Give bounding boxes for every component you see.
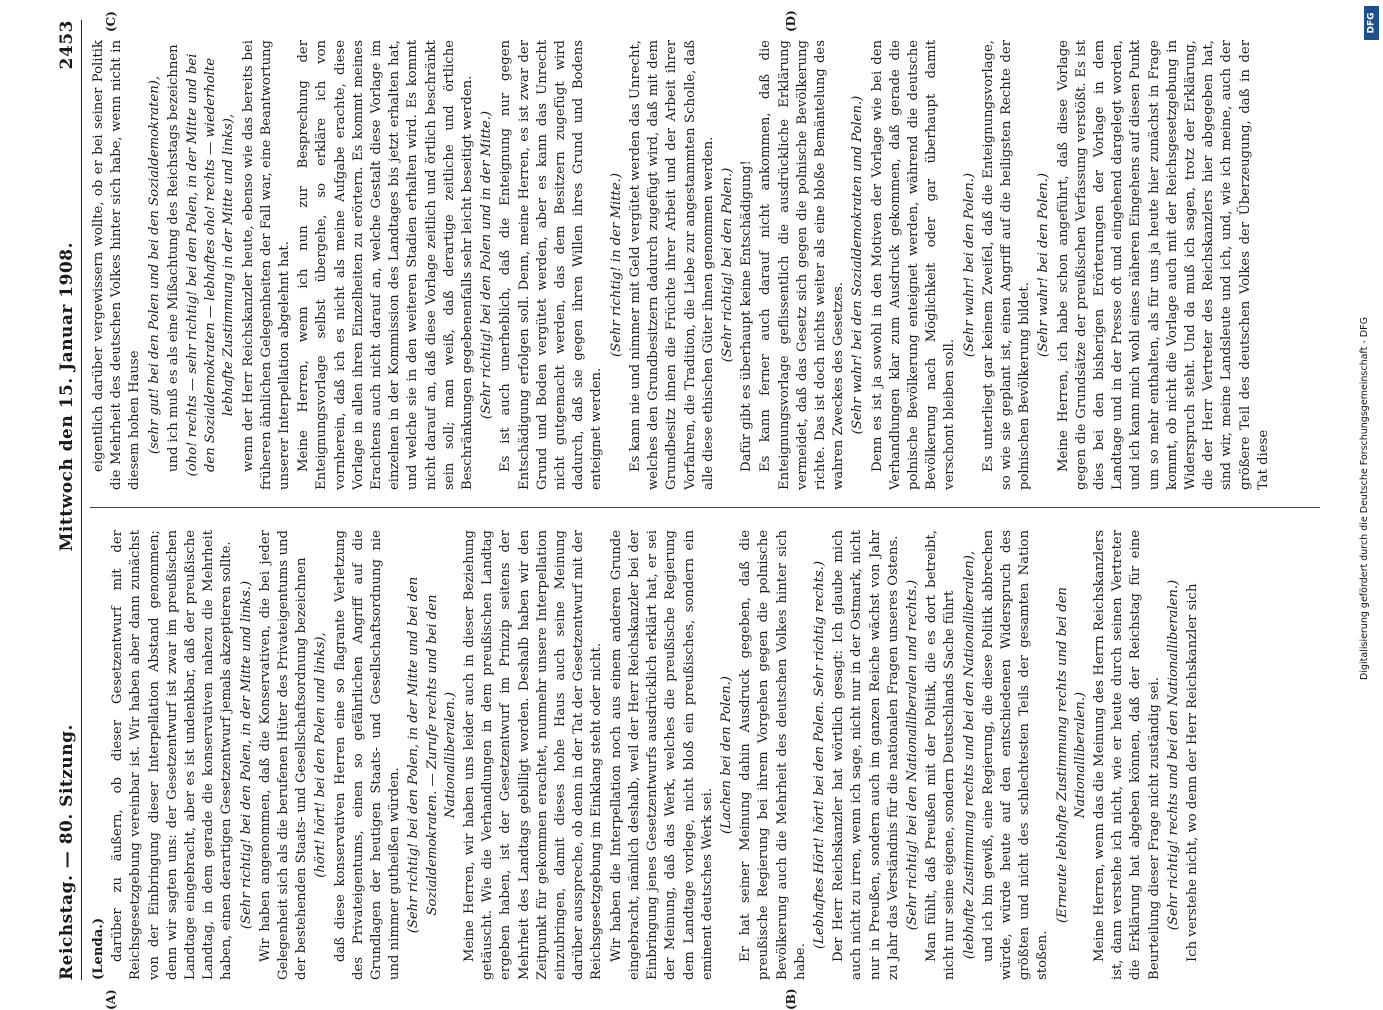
- interjection: (Sehr richtig! bei den Nationalliberalen und rechts.): [904, 530, 922, 980]
- right-column: [90, 40, 1330, 490]
- interjection: (Sehr wahr! bei den Polen.): [961, 40, 979, 490]
- paragraph: und ich bin gewiß, eine Regierung, die diese Politik abbrechen würde, würde heute auf den entschiedenen Widerspruch des größten und nicht des schlechtesten Teils der gesamten Nation stoßen.: [980, 530, 1053, 980]
- margin-marker-d: (D): [784, 10, 798, 32]
- interjection: (oho! rechts — sehr richtig! bei den Polen, in der Mitte und bei den Sozialdemokraten — lebhaftes oho! rechts — wiederholte lebhafte Zustimmung in der Mitte und links),: [184, 40, 239, 490]
- paragraph: Man fühlt, daß Preußen mit der Politik, die es dort betreibt, nicht nur seine eigene, sondern Deutschlands Sache führt: [923, 530, 959, 980]
- margin-marker-a: (A): [104, 989, 118, 1010]
- digitization-note: Digitalisierung gefördert durch die Deutsche Forschungsgemeinschaft - DFG: [1357, 18, 1371, 978]
- interjection: (lebhafte Zustimmung rechts und bei den Nationalliberalen),: [961, 530, 979, 980]
- paragraph: darüber zu äußern, ob dieser Gesetzentwurf mit der Reichsgesetzgebung vereinbar ist. Wir haben aber dann zunächst von der Einbringung dieser Interpellation Abstand genommen; denn wir sagten uns: der Gesetzentwurf ist zwar im preußischen Landtage eingebracht, aber es ist undenkbar, daß der preußische Landtag, in dem gerade die konservativen nahezu die Mehrheit haben, einen derartigen Gesetzentwurf jemals akzeptieren sollte.: [109, 530, 236, 980]
- paragraph: Meine Herren, wir haben uns leider auch in dieser Beziehung getäuscht. Wie die Verhandlungen in dem preußischen Landtag ergeben haben, ist der Gesetzentwurf im Prinzip seitens der Mehrheit des Landtags gebilligt worden. Deshalb haben wir den Zeitpunkt für gekommen erachtet, nunmehr unsere Interpellation einzubringen, damit dieses hohe Haus auch seine Meinung darüber ausspreche, ob denn in der Tat der Gesetzentwurf mit der Reichsgesetzgebung im Einklang steht oder nicht.: [461, 530, 607, 980]
- header-date: Mittwoch den 15. Januar 1908.: [57, 69, 77, 724]
- interjection: (Sehr richtig! bei den Polen und in der Mitte.): [478, 40, 496, 490]
- interjection: (Sehr richtig! bei den Polen.): [719, 40, 737, 490]
- interjection: (hört! hört! bei den Polen und links),: [312, 530, 330, 980]
- page-number: 2453: [57, 20, 77, 69]
- paragraph: Wir haben die Interpellation noch aus einem anderen Grunde eingebracht, nämlich deshalb, weil der Herr Reichskanzler bei der Einbringung jenes Gesetzentwurfs ausdrücklich erklärt hat, er sei der Meinung, daß das Werk, welches die preußische Regierung dem Landtage vorlege, nicht bloß ein preußisches, sondern ein eminent deutsches Werk sei.: [608, 530, 717, 980]
- interjection: (Sehr richtig! bei den Polen, in der Mitte und bei den Sozialdemokraten. — Zurufe rechts und bei den Nationalliberalen.): [405, 530, 460, 980]
- paragraph: Ich verstehe nicht, wo denn der Herr Reichskanzler sich: [1184, 530, 1202, 980]
- margin-marker-b: (B): [784, 989, 798, 1010]
- interjection: (Sehr richtig! in der Mitte.): [608, 40, 626, 490]
- interjection: (Sehr richtig! bei den Polen, in der Mitte und links.): [238, 530, 256, 980]
- interjection: (Sehr wahr! bei den Polen.): [1035, 40, 1053, 490]
- interjection: (Sehr richtig! rechts und bei den Nationalliberalen.): [1165, 530, 1183, 980]
- interjection: (Lachen bei den Polen.): [718, 530, 736, 980]
- paragraph: Meine Herren, ich habe schon angeführt, daß diese Vorlage gegen die Grundsätze der preußischen Verfassung verstößt. Es ist dies bei den bisherigen Erörterungen der Vorlage in dem Landtage und in der Presse oft und eingehend dargelegt worden, und ich kann mich wohl eines näheren Eingehens auf diesen Punkt um so mehr enthalten, als für uns ja heute hier zunächst in Frage kommt, ob nicht die Vorlage auch mit der Reichsgesetzgebung in Widerspruch steht. Und da muß ich sagen, trotz der Erklärung, die der Herr Vertreter des Reichskanzlers hier abgegeben hat, sind wir, meine Landsleute und ich, und, wie ich meine, auch der größere Teil des deutschen Volkes der Überzeugung, daß in der Tat diese: [1055, 40, 1273, 490]
- margin-marker-c: (C): [104, 11, 118, 32]
- interjection: (Sehr wahr! bei den Sozialdemokraten und Polen.): [849, 40, 867, 490]
- header-left: Reichstag. — 80. Sitzung.: [57, 724, 77, 980]
- paragraph: Es kann nie und nimmer mit Geld vergütet werden das Unrecht, welches den Grundbesitzern dadurch zugefügt wird, daß mit dem Grundbesitz ihnen die Früchte ihrer Arbeit und der Arbeit ihrer Vorfahren, die Tradition, die Liebe zur angestammten Scholle, daß alle diese ethischen Güter ihnen genommen werden.: [627, 40, 718, 490]
- paragraph: daß diese konservativen Herren eine so flagrante Verletzung des Privateigentums, einen so gefährlichen Angriff auf die Grundlagen der heutigen Staats- und Gesellschaftsordnung nie und nimmer gutheißen würden.: [332, 530, 405, 980]
- paragraph: Meine Herren, wenn ich nun zur Besprechung der Enteignungsvorlage selbst übergehe, so erkläre ich von vornherein, daß ich es nicht als meine Aufgabe erachte, diese Vorlage in allen ihren Einzelheiten zu erörtern. Es kommt meines Erachtens auch nicht darauf an, welche Gestalt diese Vorlage im einzelnen in der Kommission des Landtages bis jetzt erhalten hat, und welche sie in den weiteren Stadien erhalten wird. Es kommt nicht darauf an, daß diese Vorlage zeitlich und örtlich beschränkt sein soll; man weiß, daß derartige zeitliche und örtliche Beschränkungen gegebenenfalls sehr leicht beseitigt werden.: [295, 40, 477, 490]
- paragraph: eigentlich darüber vergewissern wollte, ob er bei seiner Politik die Mehrheit des deutschen Volkes hinter sich habe, wenn nicht in diesem hohen Hause: [90, 40, 145, 490]
- paragraph: Denn es ist ja sowohl in den Motiven der Vorlage wie bei den Verhandlungen klar zum Ausdruck gekommen, daß gerade die polnische Bevölkerung enteignet werden, während die deutsche Bevölkerung nach Möglichkeit oder gar überhaupt damit verschont bleiben soll.: [869, 40, 960, 490]
- interjection: (sehr gut! bei den Polen und bei den Sozialdemokraten),: [146, 40, 164, 490]
- interjection: (Erneute lebhafte Zustimmung rechts und bei den Nationalliberalen.): [1054, 530, 1090, 980]
- interjection: (Lebhaftes Hört! hört! bei den Polen. Sehr richtig rechts.): [811, 530, 829, 980]
- column-divider: [90, 507, 1320, 508]
- paragraph: Der Herr Reichskanzler hat wörtlich gesagt: Ich glaube mich auch nicht zu irren, wenn ich sage, nicht nur in der Ostmark, nicht nur in Preußen, sondern auch im ganzen Reiche wächst von Jahr zu Jahr das Verständnis für die nationalen Fragen unseres Ostens.: [830, 530, 903, 980]
- paragraph: Er hat seiner Meinung dahin Ausdruck gegeben, daß die preußische Regierung bei ihrem Vorgehen gegen die polnische Bevölkerung auch die Mehrheit des deutschen Volkes hinter sich habe.: [737, 530, 810, 980]
- paragraph: wenn der Herr Reichskanzler heute, ebenso wie das bereits bei früheren ähnlichen Gelegenheiten der Fall war, eine Beantwortung unserer Interpellation abgelehnt hat.: [240, 40, 295, 490]
- paragraph: Dafür gibt es überhaupt keine Entschädigung!: [738, 40, 756, 490]
- paragraph: Wir haben angenommen, daß die Konservativen, die bei jeder Gelegenheit sich als die berufenen Hüter des Privateigentums und der bestehenden Staats- und Gesellschaftsordnung bezeichnen: [257, 530, 312, 980]
- paragraph: Meine Herren, wenn das die Meinung des Herrn Reichskanzlers ist, dann verstehe ich nicht, wie er heute durch seinen Vertreter die Erklärung hat abgeben können, daß der Reichstag für eine Beurteilung dieser Frage nicht zuständig sei.: [1091, 530, 1164, 980]
- speaker-label: (Lenda.): [90, 530, 108, 980]
- paragraph: Es kann ferner auch darauf nicht ankommen, daß die Enteignungsvorlage geflissentlich die ausdrückliche Erklärung vermeidet, daß das Gesetz sich gegen die polnische Bevölkerung richte. Das ist doch nichts weiter als eine bloße Bemäntelung des wahren Zweckes des Gesetzes.: [757, 40, 848, 490]
- paragraph: Es ist auch unerheblich, daß die Enteignung nur gegen Entschädigung erfolgen soll. Denn, meine Herren, es ist zwar der Grund und Boden vergütet werden, aber es kann das Unrecht nicht gutgemacht werden, das dem Besitzern zugefügt wird dadurch, daß sie gegen ihren Willen ihres Grund und Bodens enteignet werden.: [497, 40, 606, 490]
- paragraph: Es unterliegt gar keinem Zweifel, daß die Enteignungsvorlage, so wie sie geplant ist, einen Angriff auf die heiligsten Rechte der polnischen Bevölkerung bildet.: [980, 40, 1035, 490]
- page-header: [44, 20, 82, 980]
- rotated-page-content: [44, 20, 1344, 980]
- left-column: [90, 530, 1330, 980]
- dfg-logo: DFG: [1364, 6, 1379, 40]
- paragraph: und ich muß es als eine Mißachtung des Reichstags bezeichnen: [165, 40, 183, 490]
